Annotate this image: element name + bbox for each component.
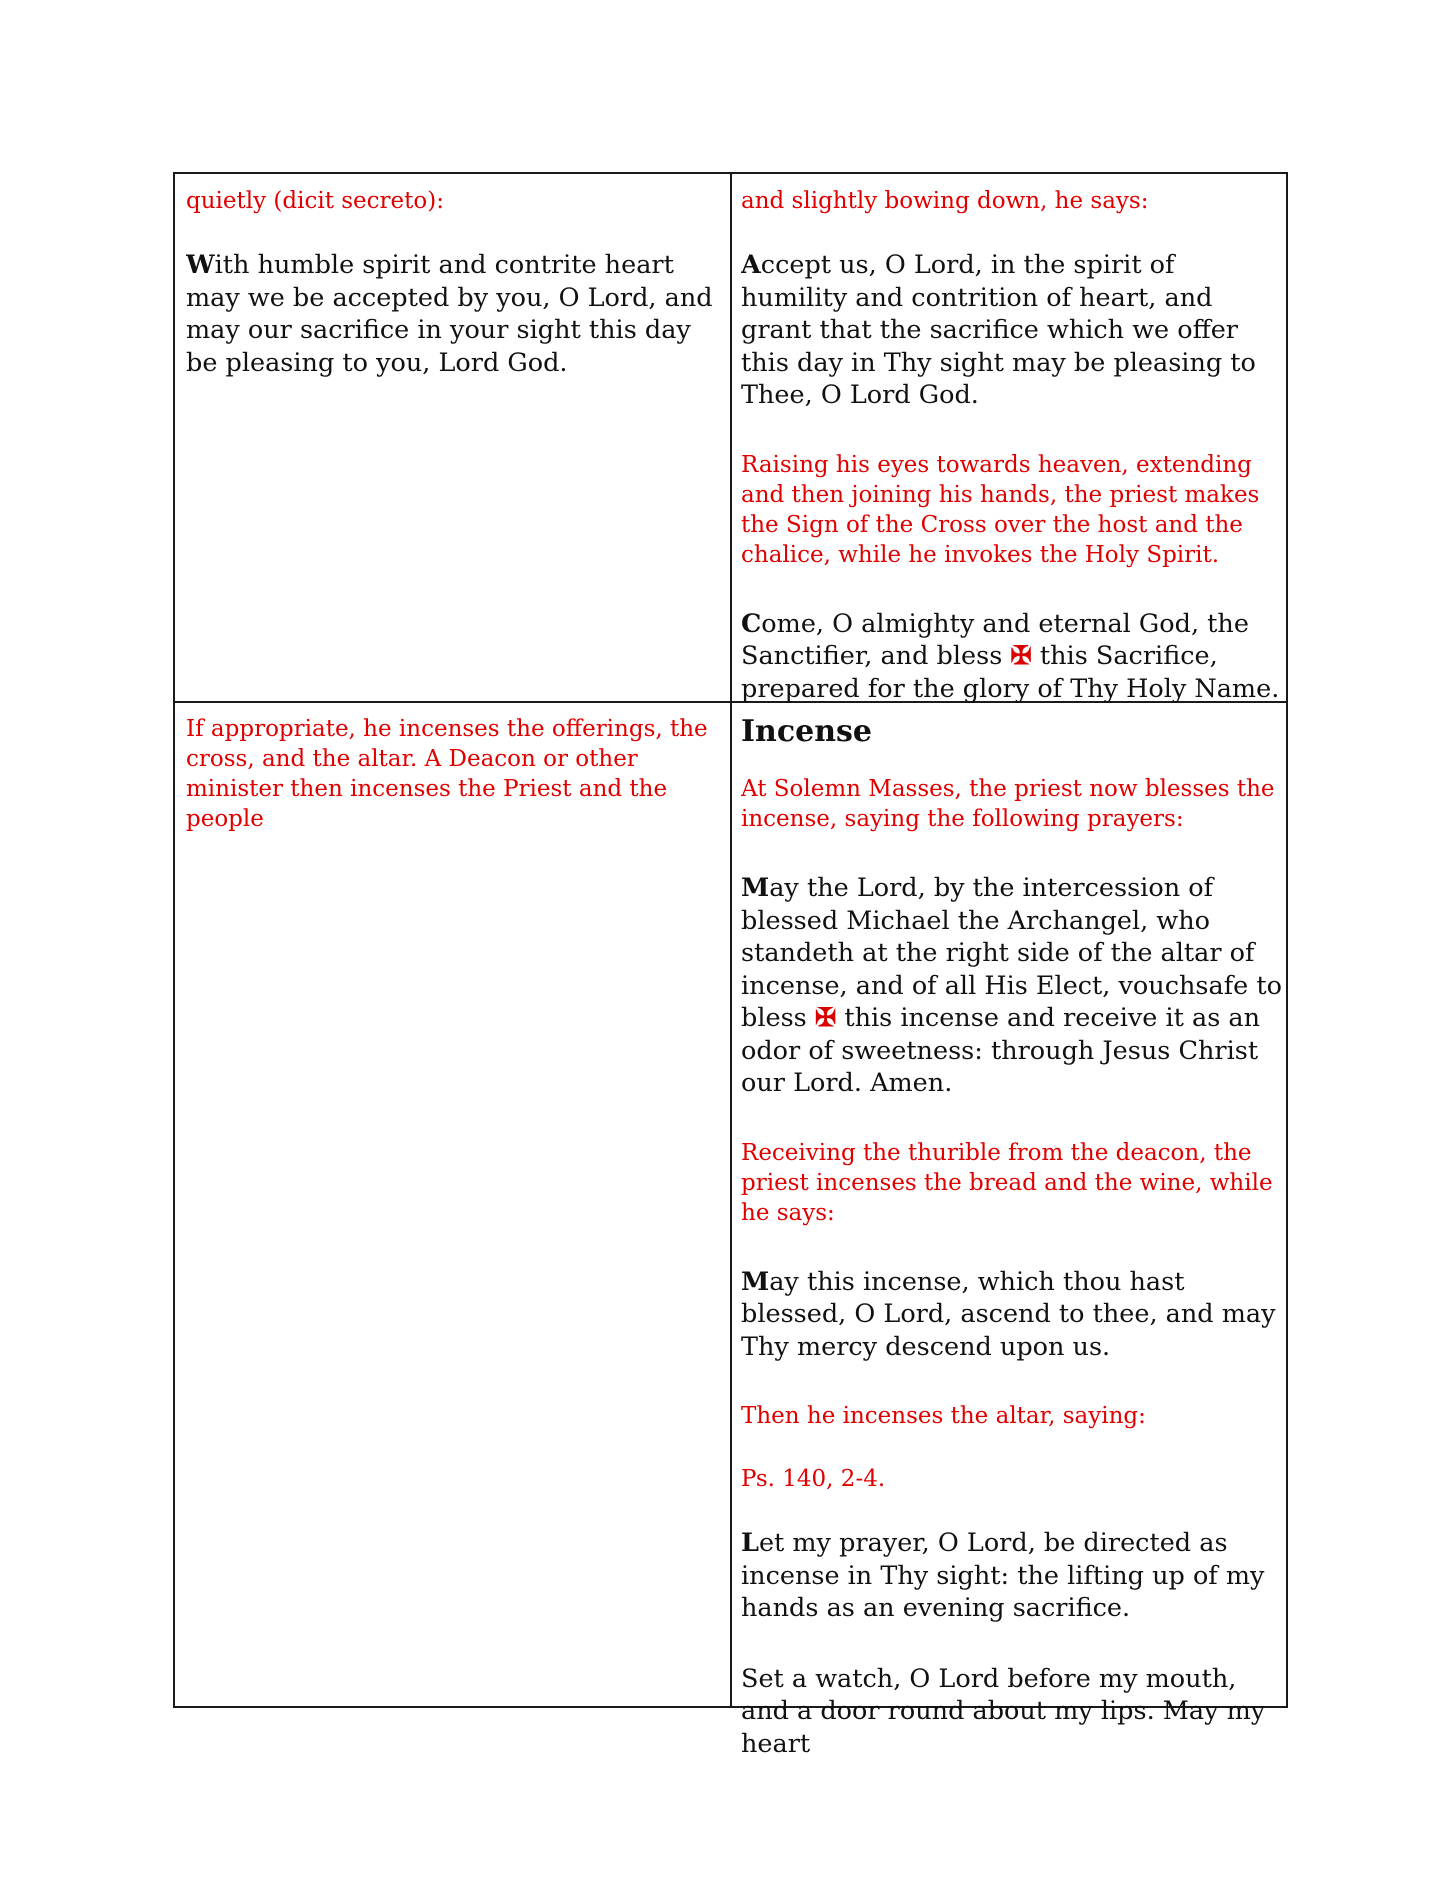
cell-left-top — [186, 186, 726, 379]
prayer-accept-us — [741, 249, 1283, 412]
prayer-text: ay the Lord, by the intercession of blessed Michael the Archangel, who standeth at the right side of the altar of incense, and of all His Elect, vouchsafe to bless — [741, 873, 1282, 1033]
prayer-text: ith humble spirit and contrite heart may we be accepted by you, O Lord, and may our sacrifice in your sight this day be pleasing to you, Lord God. — [186, 250, 713, 378]
drop-initial: M — [741, 1266, 770, 1297]
liturgy-table — [173, 172, 1288, 1759]
prayer-may-the-lord — [741, 872, 1283, 1100]
prayer-text: ay this incense, which thou hast blessed, O Lord, ascend to thee, and may Thy mercy descend upon us. — [741, 1266, 1276, 1362]
prayer-text: et my prayer, O Lord, be directed as incense in Thy sight: the lifting up of my hands as an evening sacrifice. — [741, 1528, 1265, 1623]
prayer-let-my-prayer — [741, 1527, 1283, 1625]
drop-initial: W — [186, 250, 215, 280]
cell-right-top — [741, 186, 1283, 705]
rubric-psalm-reference: Ps. 140, 2-4. — [741, 1466, 886, 1492]
prayer-text: this Sacrifice, prepared for the glory of Thy Holy Name. — [741, 641, 1280, 704]
rubric-incenses-altar: Then he incenses the altar, saying: — [741, 1403, 1146, 1429]
drop-initial: C — [741, 608, 762, 639]
prayer-text: ccept us, O Lord, in the spirit of humility and contrition of heart, and grant that the sacrifice which we offer this day in Thy sight may be pleasing to Thee, O Lord God. — [741, 250, 1256, 410]
rubric-bowing: and slightly bowing down, he says: — [741, 188, 1149, 214]
rubric-quietly: quietly (dicit secreto): — [186, 188, 444, 214]
drop-initial: L — [741, 1528, 759, 1558]
cell-right-bottom — [741, 714, 1283, 1760]
cell-left-bottom — [186, 714, 726, 834]
rubric-raising-eyes: Raising his eyes towards heaven, extending and then joining his hands, the priest makes the Sign of the Cross over the host and the chalice, while he invokes the Holy Spirit. — [741, 451, 1260, 568]
prayer-text: this incense and receive it as an odor of sweetness: through Jesus Christ our Lord. Amen. — [741, 1003, 1261, 1098]
prayer-come-almighty — [741, 608, 1283, 706]
rubric-if-appropriate: If appropriate, he incenses the offerings, the cross, and the altar. A Deacon or other minister then incenses the Priest and the people — [186, 716, 708, 832]
drop-initial: A — [741, 250, 761, 280]
prayer-text: ome, O almighty and eternal God, the Sanctifier, and bless — [741, 608, 1249, 671]
column-divider — [730, 174, 732, 1706]
prayer-may-this-incense — [741, 1266, 1283, 1364]
rubric-thurible: Receiving the thurible from the deacon, the priest incenses the bread and the wine, while he says: — [741, 1139, 1273, 1226]
prayer-set-a-watch: Set a watch, O Lord before my mouth, and a door round about my lips. May my heart — [741, 1663, 1266, 1759]
prayer-with-humble-spirit — [186, 249, 726, 379]
cross-icon: ✠ — [814, 1003, 837, 1033]
cross-icon: ✠ — [1010, 641, 1032, 671]
rubric-solemn-masses: At Solemn Masses, the priest now blesses the incense, saying the following prayers: — [741, 776, 1275, 832]
drop-initial: M — [741, 873, 770, 903]
section-heading-incense: Incense — [741, 714, 872, 749]
